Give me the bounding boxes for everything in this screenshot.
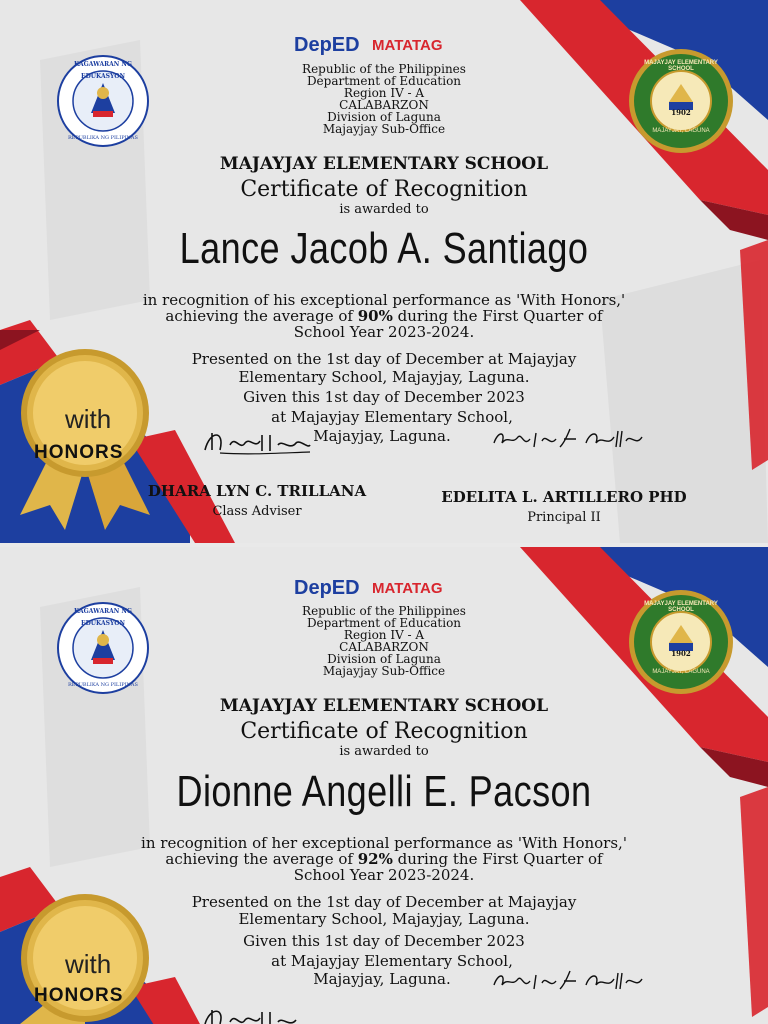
medal-honors-text: HONORS	[34, 985, 124, 1006]
header-line-4: CALABARZON	[339, 98, 429, 112]
principal-name: EDELITA L. ARTILLERO PHD	[441, 488, 687, 506]
header-line-1: Republic of the Philippines	[302, 62, 466, 76]
deped-seal-text: KAGAWARAN NG EDUKASYON	[74, 61, 132, 80]
header-line-4: CALABARZON	[339, 640, 429, 654]
presented-line-2: Elementary School, Majayjay, Laguna.	[238, 368, 530, 386]
deped-logo: DepED	[294, 34, 360, 56]
header-line-5: Division of Laguna	[327, 652, 441, 666]
principal-role: Principal II	[527, 510, 601, 525]
recipient-name: Lance Jacob A. Santiago	[179, 224, 589, 273]
school-seal-bottom-text: MAJAYJAY, LAGUNA	[652, 128, 710, 134]
given-line-2: at Majayjay Elementary School,	[271, 408, 513, 426]
awarded-to-text: is awarded to	[339, 202, 429, 217]
header-line-2: Department of Education	[306, 74, 462, 88]
recognition-line-1: in recognition of her exceptional performance as 'With Honors,'	[141, 834, 627, 852]
awarded-to-text: is awarded to	[339, 744, 429, 759]
recognition-line-2: achieving the average of 92% during the First Quarter of	[165, 850, 603, 868]
school-seal-text: MAJAYJAY ELEMENTARY SCHOOL	[644, 60, 718, 72]
recognition-line-1: in recognition of his exceptional performance as 'With Honors,'	[142, 291, 626, 309]
header-line-5: Division of Laguna	[327, 110, 441, 124]
certificate-title: Certificate of Recognition	[240, 177, 528, 202]
given-line-2: at Majayjay Elementary School,	[271, 952, 513, 970]
recognition-line-3: School Year 2023-2024.	[293, 866, 475, 884]
adviser-signature-icon	[200, 425, 312, 459]
certificate-2	[0, 547, 768, 1024]
certificate-title: Certificate of Recognition	[240, 719, 528, 744]
deped-seal-bottom-text: REPUBLIKA NG PILIPINAS	[68, 135, 138, 141]
adviser-signature-icon	[200, 1002, 312, 1024]
header-line-6: Majayjay Sub-Office	[322, 664, 446, 678]
header-line-6: Majayjay Sub-Office	[322, 122, 446, 136]
medal-icon	[10, 345, 160, 530]
medal-with-text: with	[65, 404, 112, 434]
school-seal-text: MAJAYJAY ELEMENTARY SCHOOL	[644, 601, 718, 613]
medal-honors-text: HONORS	[34, 442, 124, 463]
header-line-2: Department of Education	[306, 616, 462, 630]
average-value: 92%	[357, 850, 393, 868]
header-line-1: Republic of the Philippines	[302, 604, 466, 618]
given-line-1: Given this 1st day of December 2023	[243, 932, 525, 950]
matatag-logo: MATATAG	[372, 580, 443, 597]
average-value: 90%	[357, 307, 393, 325]
header-line-3: Region IV - A	[343, 628, 425, 642]
medal-with-text: with	[65, 949, 112, 979]
given-line-3: Majayjay, Laguna.	[313, 970, 451, 988]
header-line-3: Region IV - A	[343, 86, 425, 100]
principal-signature-icon	[490, 967, 645, 993]
principal-signature-icon	[490, 425, 645, 451]
school-seal-bottom-text: MAJAYJAY, LAGUNA	[652, 669, 710, 675]
recognition-line-2: achieving the average of 90% during the First Quarter of	[165, 307, 603, 325]
recognition-line-3: School Year 2023-2024.	[293, 323, 475, 341]
school-seal-year: 1902	[671, 649, 691, 658]
given-line-1: Given this 1st day of December 2023	[243, 388, 525, 406]
presented-line-2: Elementary School, Majayjay, Laguna.	[238, 910, 530, 928]
deped-logo: DepED	[294, 577, 360, 599]
deped-seal-text: KAGAWARAN NG EDUKASYON	[74, 608, 132, 627]
deped-seal-bottom-text: REPUBLIKA NG PILIPINAS	[68, 682, 138, 688]
matatag-logo: MATATAG	[372, 37, 443, 54]
given-line-3: Majayjay, Laguna.	[313, 427, 451, 445]
presented-line-1: Presented on the 1st day of December at Majayjay	[191, 893, 577, 911]
school-name: MAJAYJAY ELEMENTARY SCHOOL	[219, 696, 549, 716]
presented-line-1: Presented on the 1st day of December at Majayjay	[191, 350, 577, 368]
school-seal-year: 1902	[671, 108, 691, 117]
school-name: MAJAYJAY ELEMENTARY SCHOOL	[219, 154, 549, 174]
adviser-name: DHARA LYN C. TRILLANA	[147, 482, 367, 500]
recipient-name: Dionne Angelli E. Pacson	[176, 767, 592, 816]
adviser-role: Class Adviser	[212, 504, 302, 519]
